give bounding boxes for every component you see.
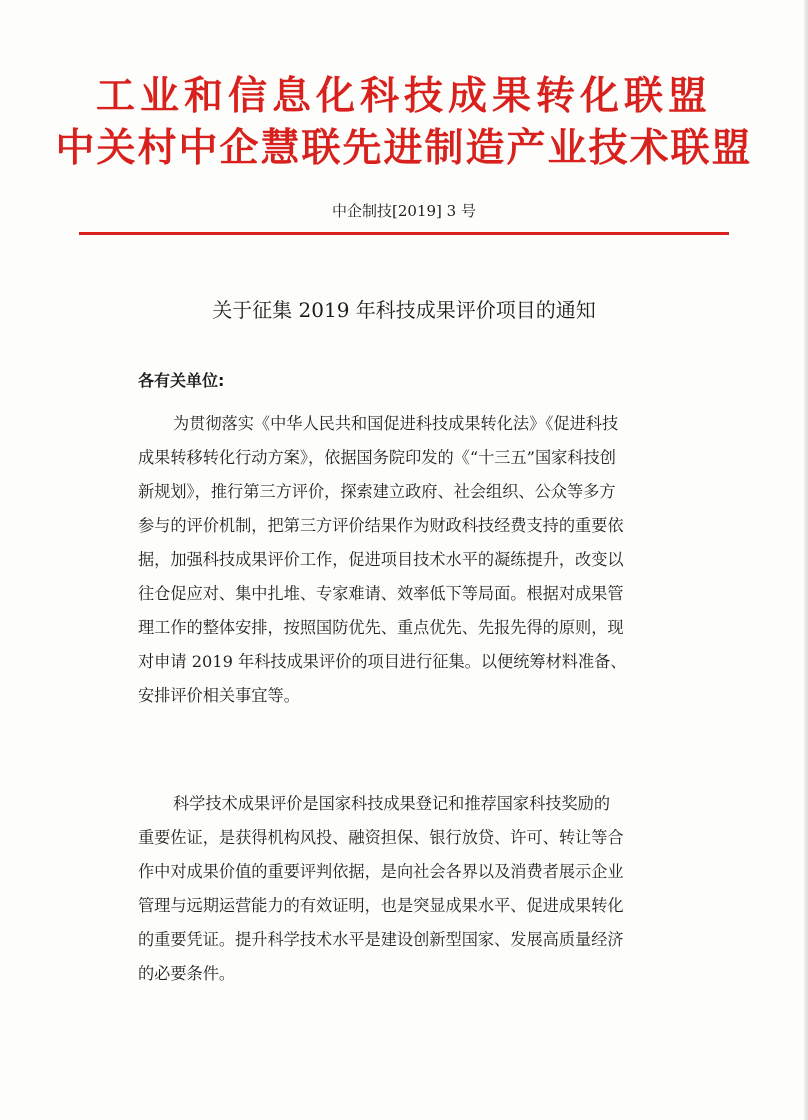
paragraph-line: 科学技术成果评价是国家科技成果登记和推荐国家科技奖励的 (173, 794, 611, 813)
paragraph-line: 的必要条件。 (138, 964, 236, 983)
salutation: 各有关单位: (138, 371, 225, 390)
document-title: 关于征集 2019 年科技成果评价项目的通知 (212, 298, 596, 322)
paragraph-line: 管理与远期运营能力的有效证明，也是突显成果水平、促进成果转化 (138, 896, 624, 915)
red-divider (79, 232, 729, 235)
alliance-name-1: 工业和信息化科技成果转化联盟 (95, 73, 712, 119)
paragraph-line: 参与的评价机制，把第三方评价结果作为财政科技经费支持的重要依 (138, 516, 624, 535)
paragraph-line: 往仓促应对、集中扎堆、专家难请、效率低下等局面。根据对成果管 (138, 584, 624, 603)
paragraph-line: 据，加强科技成果评价工作，促进项目技术水平的凝练提升，改变以 (138, 550, 624, 569)
alliance-name-2: 中关村中企慧联先进制造产业技术联盟 (55, 125, 753, 171)
paragraph-line: 新规划》，推行第三方评价，探索建立政府、社会组织、公众等多方 (138, 482, 616, 501)
paragraph-line: 安排评价相关事宜等。 (138, 686, 300, 705)
paragraph-line: 作中对成果价值的重要评判依据，是向社会各界以及消费者展示企业 (138, 862, 624, 881)
paragraph-line: 为贯彻落实《中华人民共和国促进科技成果转化法》《促进科技 (173, 414, 619, 433)
paragraph-line: 对申请 2019 年科技成果评价的项目进行征集。以便统筹材料准备、 (138, 652, 627, 671)
body-paragraph-1 (138, 407, 694, 713)
body-paragraph-2 (138, 787, 694, 991)
paragraph-line: 重要佐证，是获得机构风投、融资担保、银行放贷、许可、转让等合 (138, 828, 624, 847)
paragraph-line: 成果转移转化行动方案》，依据国务院印发的《“十三五”国家科技创 (138, 448, 616, 467)
paragraph-line: 理工作的整体安排，按照国防优先、重点优先、先报先得的原则，现 (138, 618, 624, 637)
paragraph-line: 的重要凭证。提升科学技术水平是建设创新型国家、发展高质量经济 (138, 930, 624, 949)
document-number: 中企制技[2019] 3 号 (332, 202, 476, 220)
